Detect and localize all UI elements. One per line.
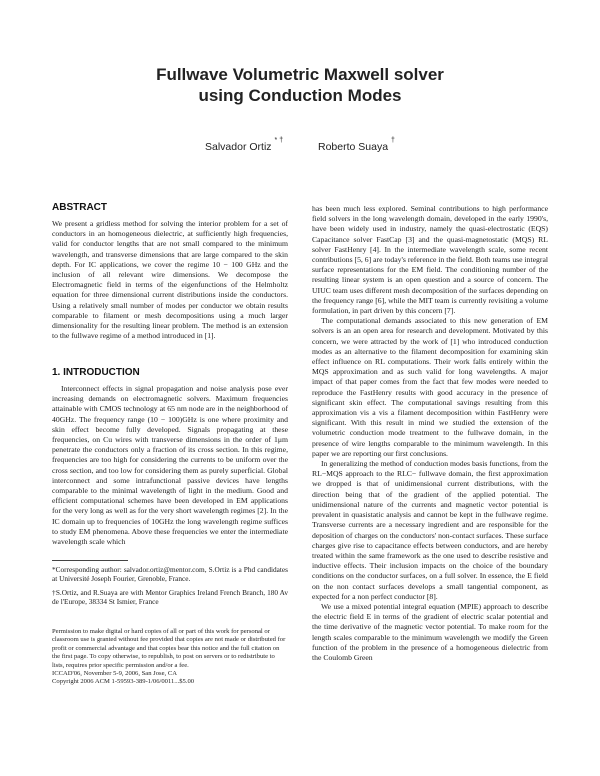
introduction-heading: 1. INTRODUCTION bbox=[52, 367, 140, 378]
paragraph: In generalizing the method of conduction modes basis functions, from the RL−MQS approach to the RLC− fullwave domain, the first approximation we dropped is that of unidimensional current distributions, with the direction being that of the gradient of the applied potential. The unidimensional nature of the currents and magnetic vector potential is prevalent in quasistatic analysis and cannot be kept in the fullwave regime. Transverse currents are a necessary ingredient and are responsible for the deposition of charges on the conductors' non-contact surfaces. These surface charges give rise to capacitance effects between conductors, and are hereby treated within the same framework as the one used to describe resistive and inductive effects. Their inclusion impacts on the choice of the boundary conditions on the conductor surfaces, on a full solver. In essence, the E field on the non contact surfaces develops a small tangential component, as expected for a non perfect conductor [8]. bbox=[312, 459, 548, 601]
author-1-marks: * † bbox=[274, 137, 284, 144]
abstract-text: We present a gridless method for solving the interior problem for a set of conductors in an homogeneous dielectric, at sufficiently high frequencies, valid for conductor lengths that are not small compared to the minimum wavelength, and transverse dimensions that are large compared to the skin depth. For IC applications, we cover the regime 10 − 100 GHz and the inclusion of all relevant wire dimensions. We decompose the Electromagnetic field in terms of the eigenfunctions of the Helmholtz equation for three dimensional current distributions inside the conductors. Using a relatively small number of modes per conductor we obtain results comparable to filament or mesh decompositions using a much larger dimensionality for the resulting linear problem. The method is an extension to the fullwave regime of a method introduced in [1]. bbox=[52, 219, 288, 341]
author-2-name: Roberto Suaya bbox=[318, 141, 389, 153]
footnote-affiliation: †S.Ortiz, and R.Suaya are with Mentor Graphics Ireland French Branch, 180 Av de l'Europe, 38334 St Ismier, France bbox=[52, 587, 288, 607]
footnote-corresponding: *Corresponding author: salvador.ortiz@mentor.com, S.Ortiz is a Phd candidates at Université Joseph Fourier, Grenoble, France. bbox=[52, 565, 288, 584]
paper-title bbox=[0, 64, 600, 106]
abstract-heading: ABSTRACT bbox=[52, 202, 107, 213]
copyright-line: Copyright 2006 ACM 1-59593-389-1/06/0011...$5.00 bbox=[52, 678, 195, 686]
title-line-2: using Conduction Modes bbox=[198, 86, 402, 105]
conference-line: ICCAD'06, November 5-9, 2006, San Jose, CA bbox=[52, 670, 177, 678]
permission-block bbox=[52, 628, 288, 687]
footnote-rule bbox=[52, 560, 128, 561]
permission-text: Permission to make digital or hard copies of all or part of this work for personal or classroom use is granted without fee provided that copies are not made or distributed for profit or commercial advantage and that copies bear this notice and the full citation on the first page. To copy otherwise, to republish, to post on servers or to redistribute to lists, requires prior specific permission and/or a fee. bbox=[52, 628, 286, 669]
title-line-1: Fullwave Volumetric Maxwell solver bbox=[156, 65, 444, 84]
introduction-text: Interconnect effects in signal propagation and noise analysis pose ever increasing demands on electromagnetic solvers. Maximum frequencies attainable with CMOS technology at 65 nm node are in the neighborhood of 40GHz. The frequency range (10 − 100)GHz is one where proximity and skin effect become fully developed. Signals propagating at these frequencies, on Cu wires with transverse dimensions in the order of 1μm penetrate the conductors only a fraction of its cross section. In this regime, frequencies are too high for considering the currents to be uniform over the cross section, and too low for considering them as purely superficial. Global interconnect and some intrafunctional passive devices have lengths comparable to the minimal wavelength of light in the medium. Good and efficient computational schemes have been developed in EM applications for the very long as well as for the very short wavelength regimes [2]. In the IC domain up to frequencies of 10GHz the long wavelength regime suffices to study EM phenomena. Above these frequencies we enter the intermediate wavelength scale which bbox=[52, 384, 288, 547]
abstract-section bbox=[52, 202, 288, 341]
footnotes bbox=[52, 565, 288, 607]
author-1-name: Salvador Ortiz bbox=[205, 141, 272, 153]
paragraph: We use a mixed potential integral equation (MPIE) approach to describe the electric field E in terms of the gradient of electric scalar potential and the time derivative of the magnetic vector potential. To make room for the length scales comparable to the minimum wavelength we modify the Green function of the problem in the presence of a homogeneous dielectric from the Coulomb Green bbox=[312, 601, 548, 662]
author-2-marks: † bbox=[391, 137, 395, 144]
right-column bbox=[312, 204, 548, 663]
author-1 bbox=[205, 137, 284, 153]
author-2 bbox=[318, 137, 395, 153]
paragraph: has been much less explored. Seminal contributions to high performance field solvers in the long wavelength domain, developed in the early 1990's, have been widely used in industry, namely the quasi-electrostatic (EQS) Capacitance solver FastCap [3] and the quasi-magnetostatic (MQS) RL solver FastHenry [4]. In the intermediate wavelength scale, some recent contributions [5, 6] are today's reference in the field. Both teams use integral surface representations for the EM field. The conditioning number of the resulting linear system is an open question and a source of concern. The UIUC team uses different mesh decomposition of the surfaces depending on the frequency range [6], while the MIT team is currently revisiting a volume formulation, in part driven by this concern [7]. bbox=[312, 204, 548, 316]
paragraph: The computational demands associated to this new generation of EM solvers is an an open area for research and development. Motivated by this concern, we were attracted by the work of [1] who introduced conduction modes as an alternative to the filament decomposition for examining skin effect influence on RL computations. Their work falls entirely within the MQS approximation and as such valid for long wavelengths. A major impact of that paper comes from the fact that few modes were needed to reproduce the FastHenry results with good accuracy in the presence of significant skin effect. The computational savings resulting from this approximation vis a vis a filament decomposition within FastHenry were significant. With this result in mind we studied the extension of the volumetric conduction mode treatment to the fullwave domain, in the presence of wire lengths comparable to the minimum wavelength. In this paper we are reporting our first conclusions. bbox=[312, 316, 548, 458]
introduction-section bbox=[52, 367, 288, 547]
